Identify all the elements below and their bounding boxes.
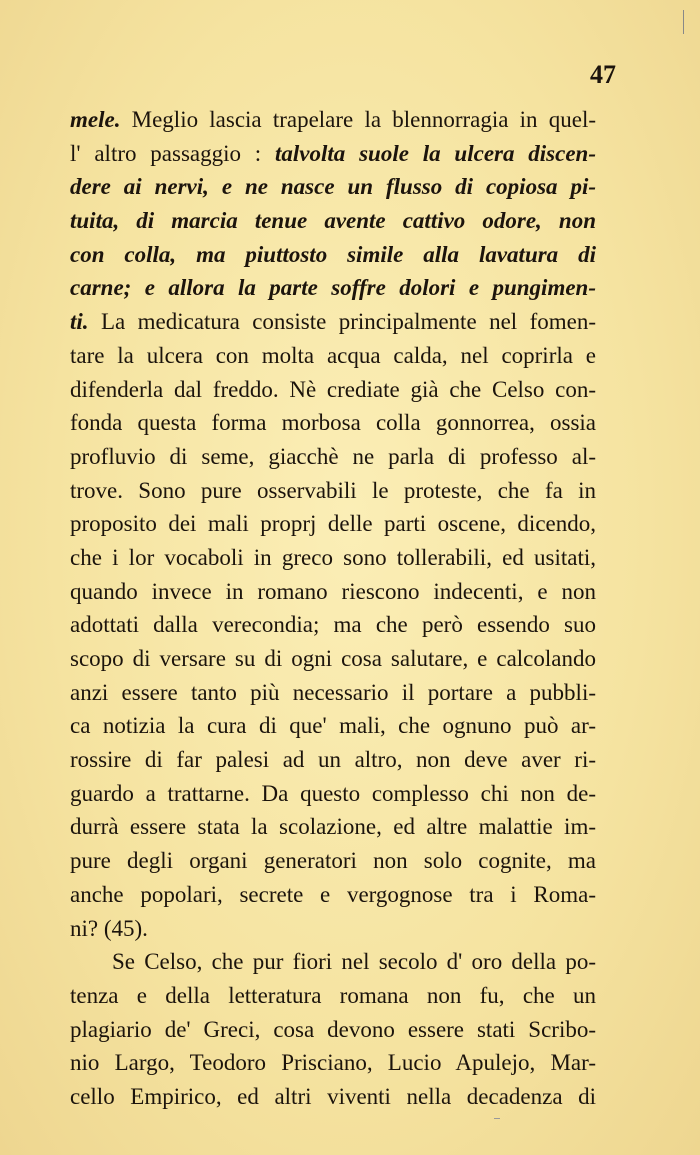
- text-line: con colla, ma piuttosto simile alla lavatura di: [70, 241, 596, 267]
- text-line: guardo a trattarne. Da questo complesso chi non de-: [70, 780, 596, 806]
- text-line: difenderla dal freddo. Nè crediate già che Celso con-: [70, 376, 596, 402]
- text-line: scopo di versare su di ogni cosa salutare, e calcolando: [70, 646, 596, 671]
- text-line: anzi essere tanto più necessario il portare a pubbli-: [70, 679, 596, 705]
- body-text: [70, 103, 596, 1114]
- text-line: tare la ulcera con molta acqua calda, nel coprirla e: [70, 342, 596, 368]
- text-line: pure degli organi generatori non solo cognite, ma: [70, 848, 596, 874]
- margin-mark: [683, 10, 684, 34]
- text-line: ti. La medicatura consiste principalmente nel fomen-: [70, 309, 596, 335]
- text-line: profluvio di seme, giacchè ne parla di professo al-: [70, 443, 596, 469]
- text-line: anche popolari, secrete e vergognose tra i Roma-: [70, 881, 596, 907]
- margin-mark: [494, 1118, 500, 1119]
- text-line: tenza e della letteratura romana non fu, che un: [70, 982, 596, 1008]
- text-line: rossire di far palesi ad un altro, non deve aver ri-: [70, 747, 596, 773]
- text-line: adottati dalla verecondia; ma che però essendo suo: [70, 612, 596, 638]
- text-line: proposito dei mali proprj delle parti oscene, dicendo,: [70, 511, 596, 537]
- text-line: che i lor vocaboli in greco sono tollerabili, ed usitati,: [70, 544, 596, 570]
- text-line: ca notizia la cura di que' mali, che ognuno può ar-: [70, 713, 596, 739]
- text-line: fonda questa forma morbosa colla gonnorrea, ossia: [70, 410, 596, 436]
- text-line: ni? (45).: [70, 915, 148, 941]
- text-line: Se Celso, che pur fiori nel secolo d' oro della po-: [112, 949, 596, 975]
- text-line: plagiario de' Greci, cosa devono essere stati Scribo-: [70, 1016, 596, 1042]
- text-line: quando invece in romano riescono indecenti, e non: [70, 578, 596, 604]
- text-line: cello Empirico, ed altri viventi nella decadenza di: [70, 1083, 596, 1109]
- text-line: nio Largo, Teodoro Prisciano, Lucio Apulejo, Mar-: [70, 1050, 596, 1076]
- text-line: tuita, di marcia tenue avente cattivo odore, non: [70, 208, 596, 234]
- text-line: l' altro passaggio : talvolta suole la ulcera discen-: [70, 140, 596, 166]
- text-line: dere ai nervi, e ne nasce un flusso di copiosa pi-: [70, 174, 596, 200]
- text-line: carne; e allora la parte soffre dolori e pungimen-: [70, 275, 596, 301]
- page-number: 47: [590, 60, 616, 89]
- text-line: trove. Sono pure osservabili le proteste, che fa in: [70, 477, 596, 503]
- text-line: mele. Meglio lascia trapelare la blennorragia in quel-: [70, 107, 596, 132]
- text-line: durrà essere stata la scolazione, ed altre malattie im-: [70, 814, 596, 840]
